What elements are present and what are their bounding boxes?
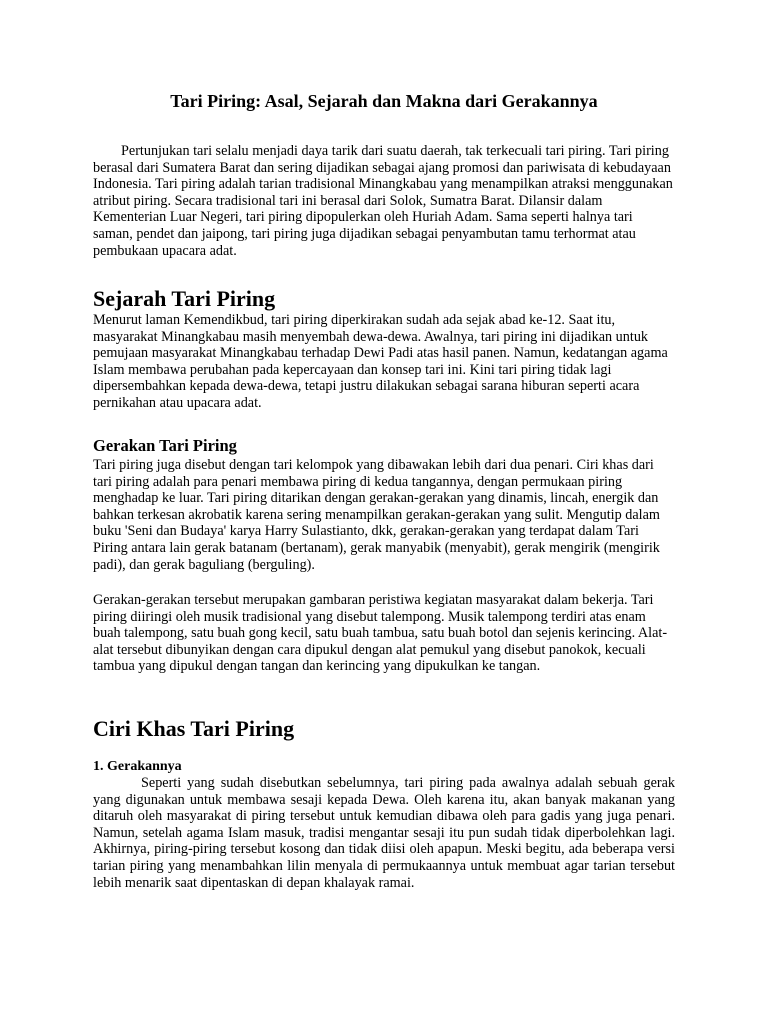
heading-sejarah: Sejarah Tari Piring: [93, 286, 276, 311]
sejarah-paragraph: Menurut laman Kemendikbud, tari piring diperkirakan sudah ada sejak abad ke-12. Saat itu, masyarakat Minangkabau masih menyembah dewa-dewa. Awalnya, tari piring ini dijadikan untuk pemujaan masyarakat Minangkabau terhadap Dewi Padi atas hasil panen. Namun, kedatangan agama Islam membawa perubahan pada kepercayaan dan konsep tari ini. Kini tari piring tidak lagi dipersembahkan kepada dewa-dewa, tetapi justru dilakukan sebagai sarana hiburan seperti acara pernikahan atau upacara adat.: [93, 312, 668, 411]
gerakan-paragraph-2: Gerakan-gerakan tersebut merupakan gambaran peristiwa kegiatan masyarakat dalam bekerja. Tari piring diiringi oleh musik tradisional yang disebut talempong. Musik talempong terdiri atas enam buah talempong, satu buah gong kecil, satu buah tambua, satu buah botol dan sejenis kerincing. Alat-alat tersebut dibunyikan dengan cara dipukul dengan alat pemukul yang disebut panokok, kecuali tambua yang dipukul dengan tangan dan kerincing yang dipukulkan ke tangan.: [93, 592, 668, 675]
heading-gerakan: Gerakan Tari Piring: [93, 436, 237, 455]
intro-paragraph: Pertunjukan tari selalu menjadi daya tarik dari suatu daerah, tak terkecuali tari piring. Tari piring berasal dari Sumatera Barat dan sering dijadikan sebagai ajang promosi dan pariwisata di kebudayaan Indonesia. Tari piring adalah tarian tradisional Minangkabau yang menampilkan atraksi menggunakan atribut piring. Secara tradisional tari ini berasal dari Solok, Sumatra Barat. Dilansir dalam Kementerian Luar Negeri, tari piring dipopulerkan oleh Huriah Adam. Sama seperti halnya tari saman, pendet dan jaipong, tari piring juga dijadikan sebagai penyambutan tamu terhormat atau pembukaan upacara adat.: [93, 143, 673, 259]
document-title: Tari Piring: Asal, Sejarah dan Makna dari Gerakannya: [170, 91, 598, 111]
heading-ciri-khas: Ciri Khas Tari Piring: [93, 716, 295, 741]
gerakannya-paragraph: Seperti yang sudah disebutkan sebelumnya, tari piring pada awalnya adalah sebuah gerak yang digunakan untuk membawa sesaji kepada Dewa. Oleh karena itu, akan banyak makanan yang ditaruh oleh masyarakat di piring tersebut untuk kemudian dibawa oleh para gadis yang juga penari. Namun, setelah agama Islam masuk, tradisi mengantar sesaji itu pun sudah tidak diperbolehkan lagi. Akhirnya, piring-piring tersebut kosong dan tidak diisi oleh apapun. Meski begitu, ada beberapa versi tarian piring yang menambahkan lilin menyala di permukaannya untuk membuat agar tarian tersebut lebih menarik saat dipentaskan di depan khalayak ramai.: [93, 775, 675, 891]
gerakan-paragraph-1: Tari piring juga disebut dengan tari kelompok yang dibawakan lebih dari dua penari. Ciri khas dari tari piring adalah para penari membawa piring di kedua tangannya, dengan permukaan piring menghadap ke luar. Tari piring ditarikan dengan gerakan-gerakan yang dinamis, lincah, energik dan bahkan terkesan akrobatik karena sering menampilkan gerakan-gerakan yang sulit. Mengutip dalam buku 'Seni dan Budaya' karya Harry Sulastianto, dkk, gerakan-gerakan yang terdapat dalam Tari Piring antara lain gerak batanam (bertanam), gerak manyabik (menyabit), gerak mengirik (mengirik padi), dan gerak baguliang (berguling).: [93, 457, 660, 573]
subheading-gerakannya: 1. Gerakannya: [93, 759, 182, 774]
